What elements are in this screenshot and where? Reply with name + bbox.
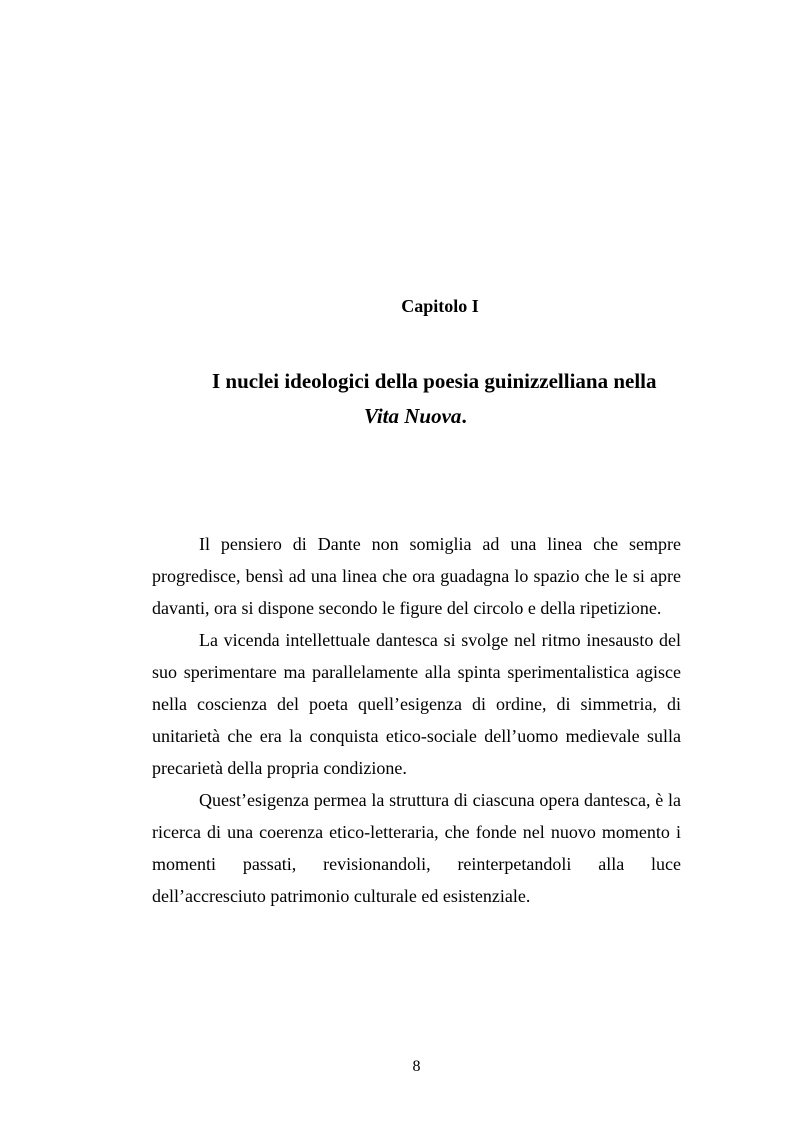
chapter-title-line1: I nuclei ideologici della poesia guinizzelliana nella bbox=[212, 369, 657, 393]
work-title-italic: Vita Nuova bbox=[364, 404, 462, 428]
chapter-label: Capitolo I bbox=[401, 296, 479, 316]
chapter-title-line2 bbox=[212, 399, 682, 434]
paragraph-2: La vicenda intellettuale dantesca si svolge nel ritmo inesausto del suo sperimentare ma parallelamente alla spinta sperimentalistica agisce nella coscienza del poeta quell’esigenza di ordine, di simmetria, di unitarietà che era la conquista etico-sociale dell’uomo medievale sulla precarietà della propria condizione. bbox=[152, 630, 681, 778]
page-number: 8 bbox=[412, 1058, 421, 1075]
chapter-title bbox=[212, 364, 682, 434]
paragraph-3: Quest’esigenza permea la struttura di ciascuna opera dantesca, è la ricerca di una coerenza etico-letteraria, che fonde nel nuovo momento i momenti passati, revisionandoli, reinterpetandoli alla luce dell’accresciuto patrimonio culturale ed esistenziale. bbox=[152, 790, 681, 906]
title-period: . bbox=[461, 404, 467, 428]
body-text bbox=[152, 528, 681, 912]
paragraph-1: Il pensiero di Dante non somiglia ad una linea che sempre progredisce, bensì ad una linea che ora guadagna lo spazio che le si apre davanti, ora si dispone secondo le figure del circolo e della ripetizione. bbox=[152, 534, 681, 618]
